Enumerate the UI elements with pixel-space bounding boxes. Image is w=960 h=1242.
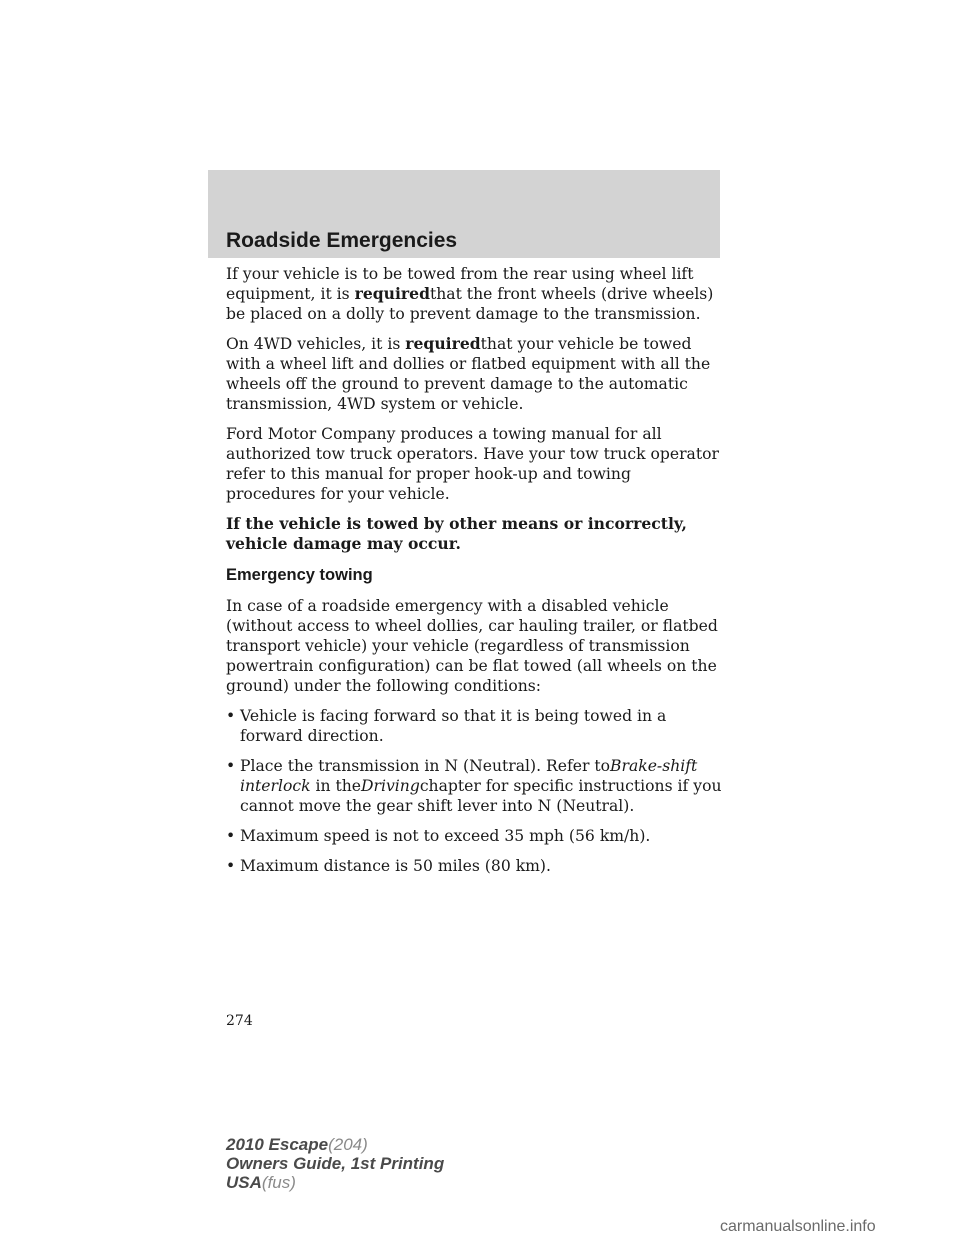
subheading-emergency-towing: Emergency towing xyxy=(226,566,373,584)
footer-line-printing: Owners Guide, 1st Printing xyxy=(226,1154,445,1173)
footer-model: 2010 Escape xyxy=(226,1135,329,1154)
watermark: carmanualsonline.info xyxy=(720,1218,876,1235)
bullet-icon: • xyxy=(226,857,236,875)
list-item-text: Maximum speed is not to exceed 35 mph (56 km/h). xyxy=(240,827,651,845)
paragraph-text: If your vehicle is to be towed from the rear using wheel lift equipment, it is xyxy=(226,265,694,303)
section-title: Roadside Emergencies xyxy=(226,229,458,252)
list-item-text: in the xyxy=(310,777,362,795)
list-item-text: Maximum distance is 50 miles (80 km). xyxy=(240,857,551,875)
bullet-icon: • xyxy=(226,707,236,725)
list-item-text: Place the transmission in N (Neutral). Refer to xyxy=(240,757,611,775)
footer xyxy=(226,1135,444,1192)
paragraph-text: that the front wheels (drive wheels) be placed on a dolly to prevent damage to the transmission. xyxy=(226,285,714,323)
page-content xyxy=(226,264,724,886)
bullet-icon: • xyxy=(226,757,236,775)
conditions-list xyxy=(226,706,724,876)
footer-model-code: (204) xyxy=(328,1135,368,1154)
paragraph-text: On 4WD vehicles, it is xyxy=(226,335,406,353)
reference-driving-chapter: Driving xyxy=(361,777,420,795)
list-item xyxy=(226,706,724,746)
paragraph-4wd xyxy=(226,334,724,414)
page-number: 274 xyxy=(226,1013,253,1029)
list-item-text: chapter for specific instructions if you cannot move the gear shift lever into N (Neutral). xyxy=(240,777,722,815)
paragraph-emergency: In case of a roadside emergency with a disabled vehicle (without access to wheel dollies, car hauling trailer, or flatbed transport vehicle) your vehicle (regardless of transmission powertrain configuration) can be flat towed (all wheels on the ground) under the following conditions: xyxy=(226,597,718,695)
paragraph-rear-tow xyxy=(226,264,724,324)
emphasis-required: required xyxy=(354,284,430,303)
list-item-text: Vehicle is facing forward so that it is being towed in a forward direction. xyxy=(240,707,667,745)
reference-brake-shift-interlock: Brake-shift interlock xyxy=(240,757,698,795)
paragraph-text: that your vehicle be towed with a wheel lift and dollies or flatbed equipment with all the wheels off the ground to prevent damage to the automatic transmission, 4WD system or vehicle. xyxy=(226,335,711,413)
footer-market: USA xyxy=(226,1173,262,1192)
paragraph-towing-manual: Ford Motor Company produces a towing manual for all authorized tow truck operators. Have your tow truck operator refer to this manual for proper hook-up and towing procedures for your vehicle. xyxy=(226,425,719,503)
warning-text: If the vehicle is towed by other means or incorrectly, vehicle damage may occur. xyxy=(226,514,687,553)
emphasis-required: required xyxy=(405,334,481,353)
bullet-icon: • xyxy=(226,827,236,845)
footer-line-market xyxy=(226,1173,444,1192)
list-item xyxy=(226,856,724,876)
list-item xyxy=(226,826,724,846)
list-item xyxy=(226,756,724,816)
footer-line-model xyxy=(226,1135,444,1154)
footer-market-code: (fus) xyxy=(261,1173,296,1192)
